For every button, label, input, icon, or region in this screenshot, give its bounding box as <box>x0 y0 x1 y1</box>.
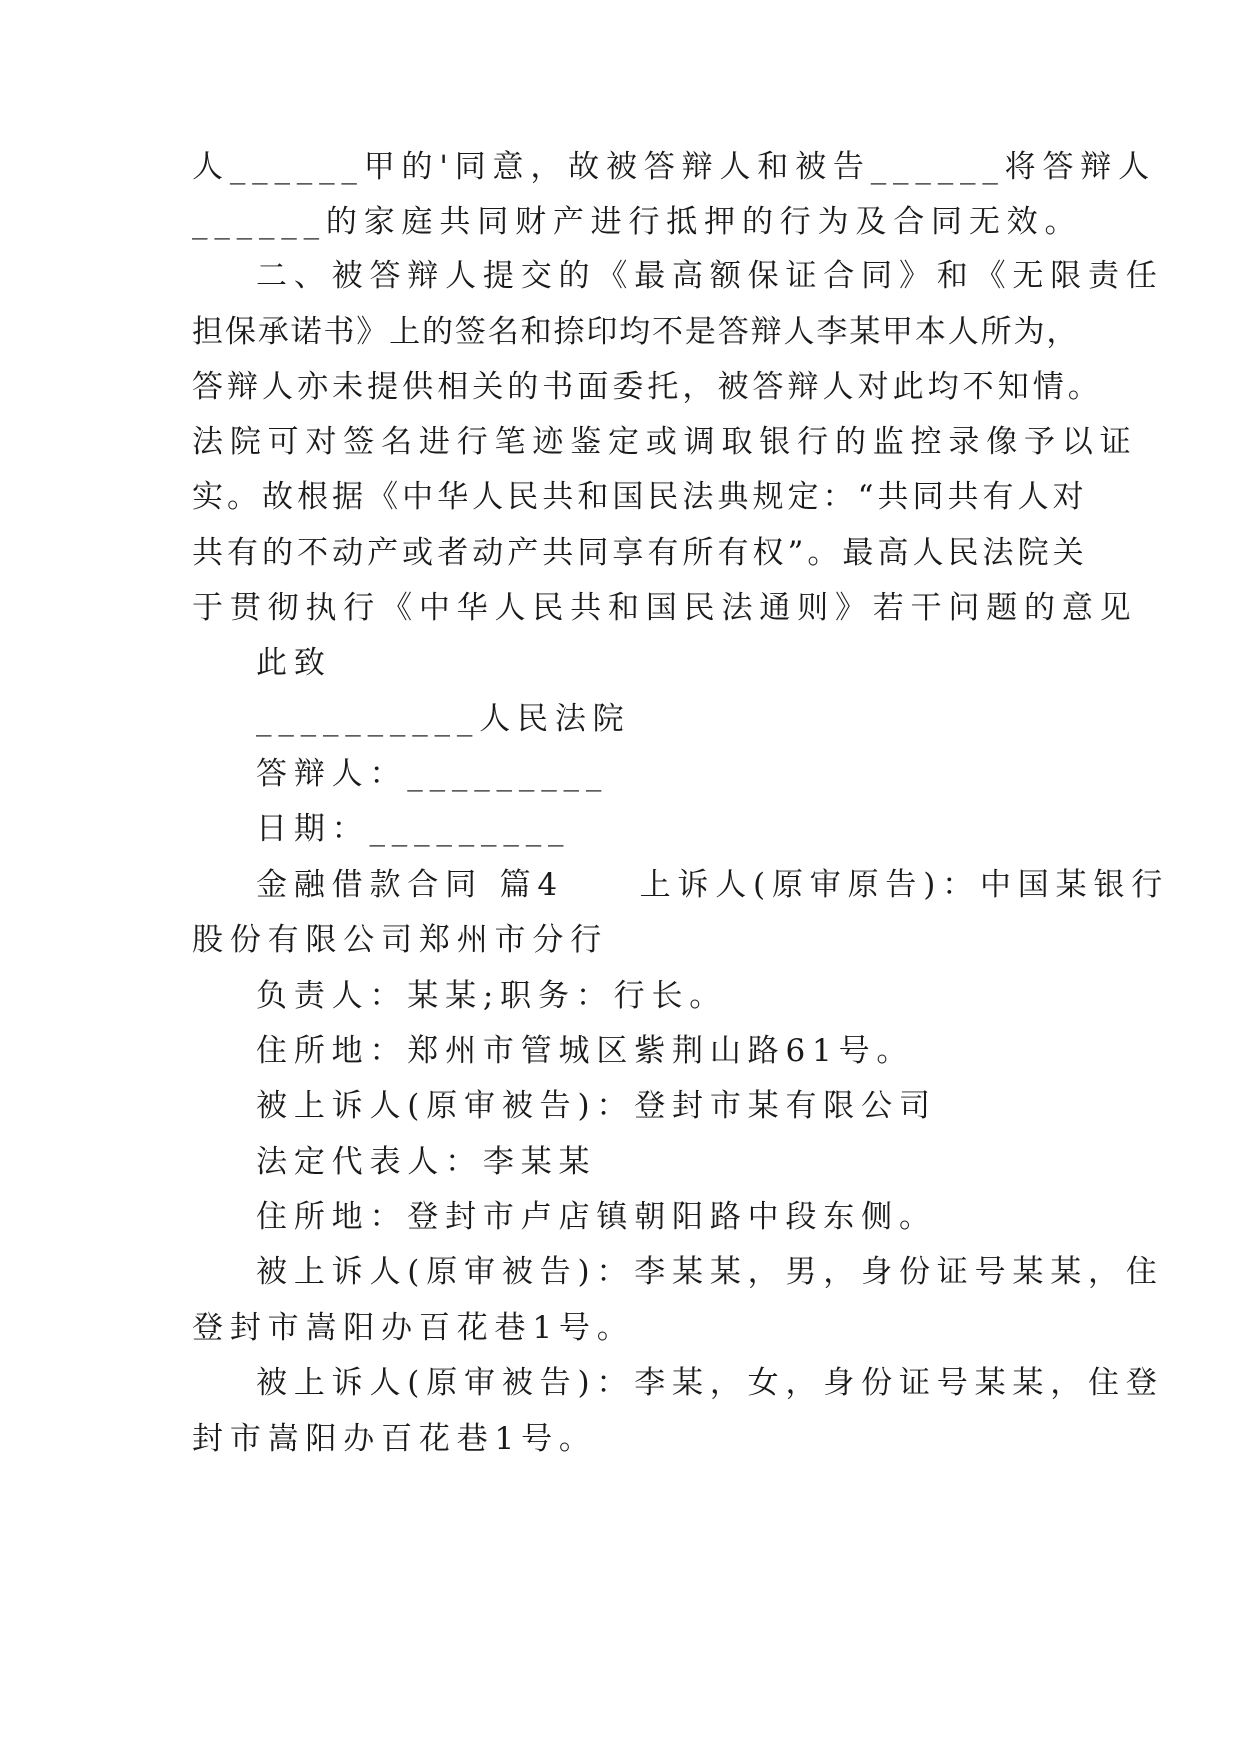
text-line: 法定代表人：李某某 <box>256 1144 597 1180</box>
text-line: 住所地：郑州市管城区紫荆山路61号。 <box>256 1033 915 1069</box>
text-line: 负责人：某某;职务：行长。 <box>256 978 728 1014</box>
section-heading: 金融借款合同 篇4 上诉人(原审原告)：中国某银行 <box>256 867 1170 903</box>
text-line: 于贯彻执行《中华人民共和国民法通则》若干问题的意见 <box>192 590 1138 626</box>
court-name: __________人民法院 <box>256 701 631 737</box>
text-line: 住所地：登封市卢店镇朝阳路中段东侧。 <box>256 1199 937 1235</box>
text-line: 被上诉人(原审被告)：李某，女，身份证号某某，住登 <box>256 1365 1164 1401</box>
text-line: 登封市嵩阳办百花巷1号。 <box>192 1310 635 1346</box>
text-line: 人______甲的'同意，故被答辩人和被告______将答辩人 <box>192 149 1156 185</box>
text-line: 答辩人亦未提供相关的书面委托，被答辩人对此均不知情。 <box>192 369 1103 405</box>
text-line: 被上诉人(原审被告)：登封市某有限公司 <box>256 1088 937 1124</box>
text-line: ______的家庭共同财产进行抵押的行为及合同无效。 <box>192 204 1083 240</box>
salutation: 此致 <box>256 645 332 681</box>
text-line: 封市嵩阳办百花巷1号。 <box>192 1421 597 1457</box>
respondent-signature: 答辩人：_________ <box>256 756 609 792</box>
paragraph-start: 二、被答辩人提交的《最高额保证合同》和《无限责任 <box>256 258 1164 294</box>
text-line: 被上诉人(原审被告)：李某某，男，身份证号某某，住 <box>256 1254 1164 1290</box>
date-line: 日期：_________ <box>256 811 571 847</box>
text-line: 实。故根据《中华人民共和国民法典规定：“共同共有人对 <box>192 479 1088 515</box>
text-line: 法院可对签名进行笔迹鉴定或调取银行的监控录像予以证 <box>192 424 1138 460</box>
text-line: 共有的不动产或者动产共同享有所有权”。最高人民法院关 <box>192 535 1088 571</box>
text-line: 担保承诺书》上的签名和捺印均不是答辩人李某甲本人所为， <box>192 314 1080 350</box>
text-line: 股份有限公司郑州市分行 <box>192 922 609 958</box>
